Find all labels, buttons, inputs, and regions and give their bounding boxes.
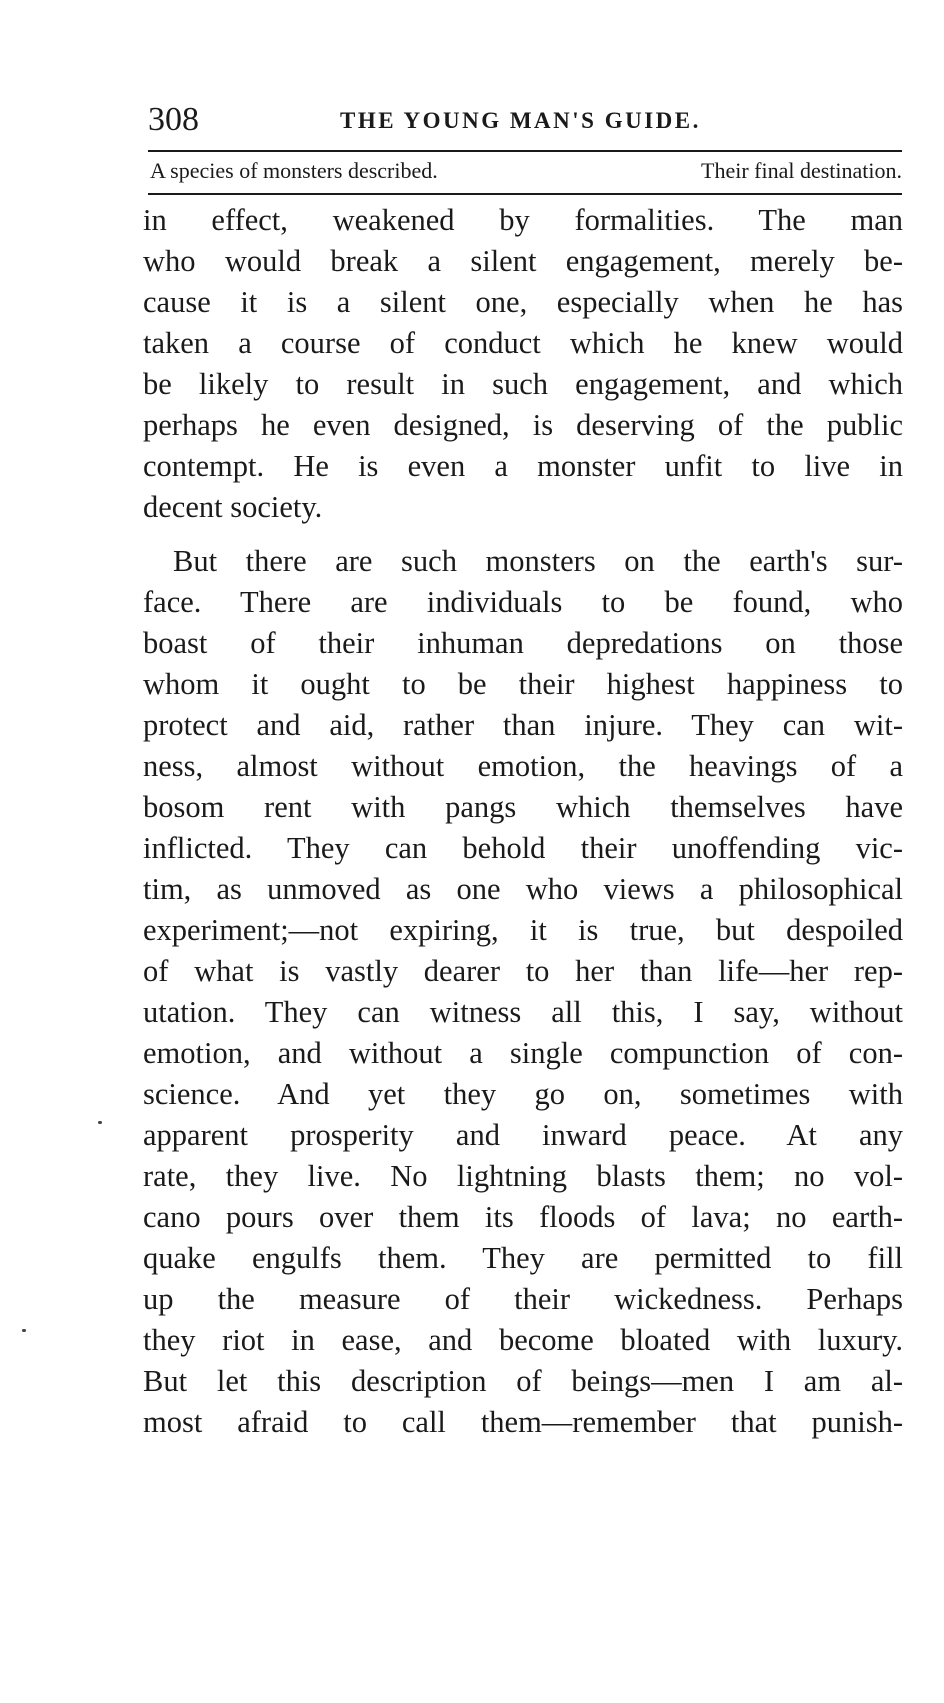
text-line: tim, as unmoved as one who views a philosophical — [143, 872, 903, 906]
text-line: most afraid to call them—remember that punish- — [143, 1405, 903, 1439]
text-line: cause it is a silent one, especially when he has — [143, 285, 903, 319]
ink-speck — [22, 1329, 26, 1332]
text-line: But there are such monsters on the earth's sur- — [173, 544, 903, 578]
text-line: apparent prosperity and inward peace. At any — [143, 1118, 903, 1152]
sidenote-left: A species of monsters described. — [150, 158, 438, 183]
text-line: they riot in ease, and become bloated with luxury. — [143, 1323, 903, 1357]
text-line: cano pours over them its floods of lava; no earth- — [143, 1200, 903, 1234]
text-line: rate, they live. No lightning blasts them; no vol- — [143, 1159, 903, 1193]
body-text — [143, 200, 903, 1443]
text-line: perhaps he even designed, is deserving of the public — [143, 408, 903, 442]
header-rule-bottom — [148, 193, 902, 195]
text-line: face. There are individuals to be found, who — [143, 585, 903, 619]
text-line: science. And yet they go on, sometimes with — [143, 1077, 903, 1111]
paragraph-2 — [143, 541, 903, 1443]
text-line: quake engulfs them. They are permitted to fill — [143, 1241, 903, 1275]
text-line: contempt. He is even a monster unfit to live in — [143, 449, 903, 483]
text-line: decent society. — [143, 490, 323, 524]
text-line: inflicted. They can behold their unoffending vic- — [143, 831, 903, 865]
paragraph-gap — [143, 528, 903, 541]
text-line: ness, almost without emotion, the heavings of a — [143, 749, 903, 783]
text-line: protect and aid, rather than injure. They can wit- — [143, 708, 903, 742]
text-line: of what is vastly dearer to her than life—her rep- — [143, 954, 903, 988]
text-line: bosom rent with pangs which themselves have — [143, 790, 903, 824]
text-line: boast of their inhuman depredations on those — [143, 626, 903, 660]
text-line: whom it ought to be their highest happiness to — [143, 667, 903, 701]
text-line: experiment;—not expiring, it is true, but despoiled — [143, 913, 903, 947]
text-line: emotion, and without a single compunction of con- — [143, 1036, 903, 1070]
ink-speck — [98, 1121, 102, 1124]
text-line: in effect, weakened by formalities. The man — [143, 203, 903, 237]
marginal-notes — [150, 152, 902, 190]
sidenote-right: Their final destination. — [701, 158, 902, 183]
text-line: be likely to result in such engagement, and which — [143, 367, 903, 401]
text-line: up the measure of their wickedness. Perhaps — [143, 1282, 903, 1316]
text-line: utation. They can witness all this, I say, without — [143, 995, 903, 1029]
text-line: taken a course of conduct which he knew would — [143, 326, 903, 360]
paragraph-1 — [143, 200, 903, 528]
text-line: who would break a silent engagement, merely be- — [143, 244, 903, 278]
running-title: THE YOUNG MAN'S GUIDE. — [340, 108, 701, 133]
text-line: But let this description of beings—men I am al- — [143, 1364, 903, 1398]
page-number: 308 — [148, 101, 199, 138]
running-head — [148, 98, 900, 142]
